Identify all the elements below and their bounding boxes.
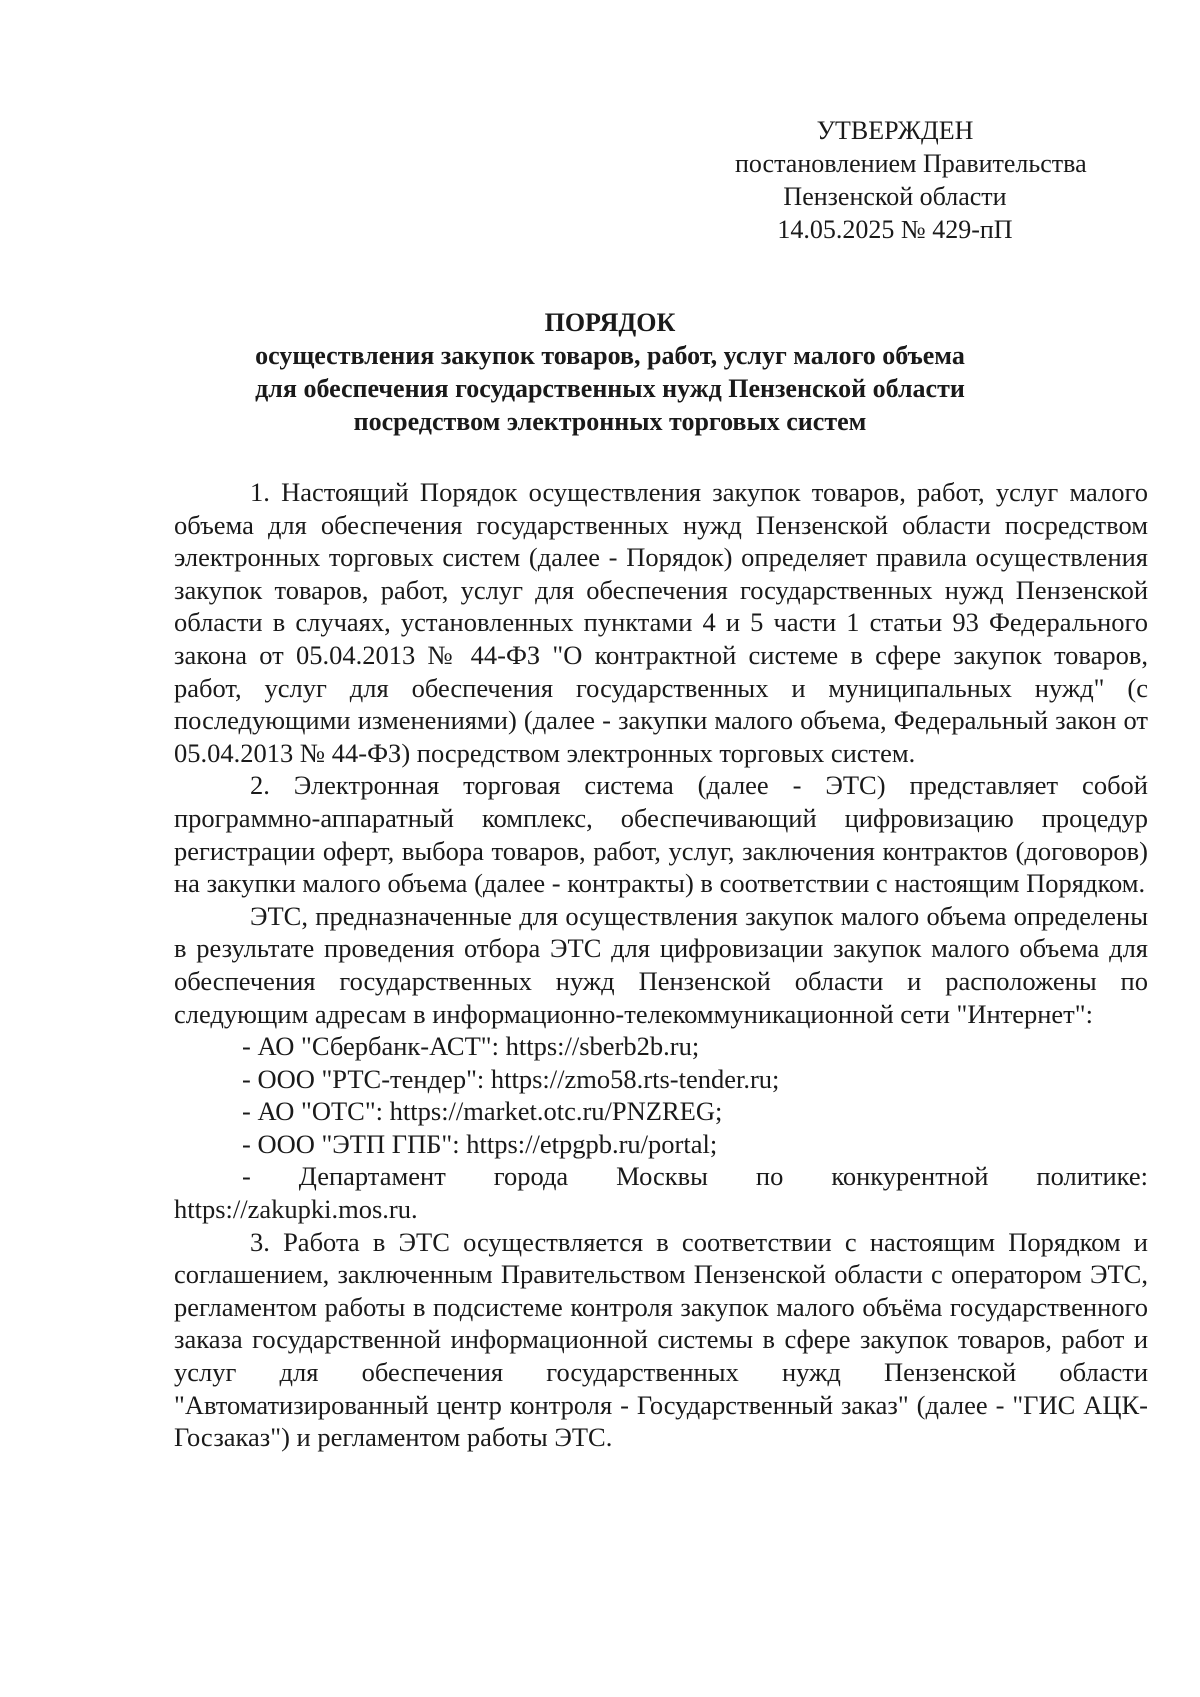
approval-line-date-number: 14.05.2025 № 429-пП <box>777 215 1013 244</box>
title-heading: ПОРЯДОК <box>544 308 676 337</box>
title-line-1: осуществления закупок товаров, работ, услуг малого объема <box>255 341 965 370</box>
title-line-2: для обеспечения государственных нужд Пензенской области <box>255 374 965 403</box>
paragraph-1: 1. Настоящий Порядок осуществления закупок товаров, работ, услуг малого объема для обеспечения государственных нужд Пензенской области посредством электронных торговых систем (далее - Порядок) определяет правила осуществления закупок товаров, работ, услуг для обеспечения государственных нужд Пензенской области в случаях, установленных пунктами 4 и 5 части 1 статьи 93 Федерального закона от 05.04.2013 № 44-ФЗ "О контрактной системе в сфере закупок товаров, работ, услуг для обеспечения государственных и муниципальных нужд" (с последующими изменениями) (далее - закупки малого объема, Федеральный закон от 05.04.2013 № 44-ФЗ) посредством электронных торговых систем. <box>174 477 1148 768</box>
paragraph-3: ЭТС, предназначенные для осуществления закупок малого объема определены в результате проведения отбора ЭТС для цифровизации закупок малого объема для обеспечения государственных нужд Пензенской области и расположены по следующим адресам в информационно-телекоммуникационной сети "Интернет": <box>174 900 1148 1029</box>
paragraph-2: 2. Электронная торговая система (далее - ЭТС) представляет собой программно-аппаратный комплекс, обеспечивающий цифровизацию процедур регистрации оферт, выбора товаров, работ, услуг, заключения контрактов (договоров) на закупки малого объема (далее - контракты) в соответствии с настоящим Порядком. <box>174 770 1148 899</box>
document-title <box>160 306 1060 438</box>
approval-line-resolution: постановлением Правительства <box>735 149 1087 178</box>
list-item-moscow-department: - Департамент города Москвы по конкурентной политике: https://zakupki.mos.ru. <box>174 1161 1148 1225</box>
list-item-etp-gpb: - ООО "ЭТП ГПБ": https://etpgpb.ru/portal; <box>242 1128 718 1159</box>
list-item-ots: - АО "ОТС": https://market.otc.ru/PNZREG; <box>242 1096 723 1127</box>
approval-line-region: Пензенской области <box>783 182 1007 211</box>
title-line-3: посредством электронных торговых систем <box>353 407 867 436</box>
document-body <box>174 476 1148 1454</box>
list-item-sberbank-ast: - АО "Сбербанк-АСТ": https://sberb2b.ru; <box>242 1031 700 1062</box>
approval-line-approved: УТВЕРЖДЕН <box>816 116 974 145</box>
paragraph-4: 3. Работа в ЭТС осуществляется в соответствии с настоящим Порядком и соглашением, заключенным Правительством Пензенской области с оператором ЭТС, регламентом работы в подсистеме контроля закупок малого объёма государственного заказа государственной информационной системы в сфере закупок товаров, работ и услуг для обеспечения государственных нужд Пензенской области "Автоматизированный центр контроля - Государственный заказ" (далее - "ГИС АЦК-Госзаказ") и регламентом работы ЭТС. <box>174 1226 1148 1453</box>
approval-stamp <box>735 114 1087 246</box>
list-item-rts-tender: - ООО "РТС-тендер": https://zmo58.rts-tender.ru; <box>242 1063 780 1094</box>
